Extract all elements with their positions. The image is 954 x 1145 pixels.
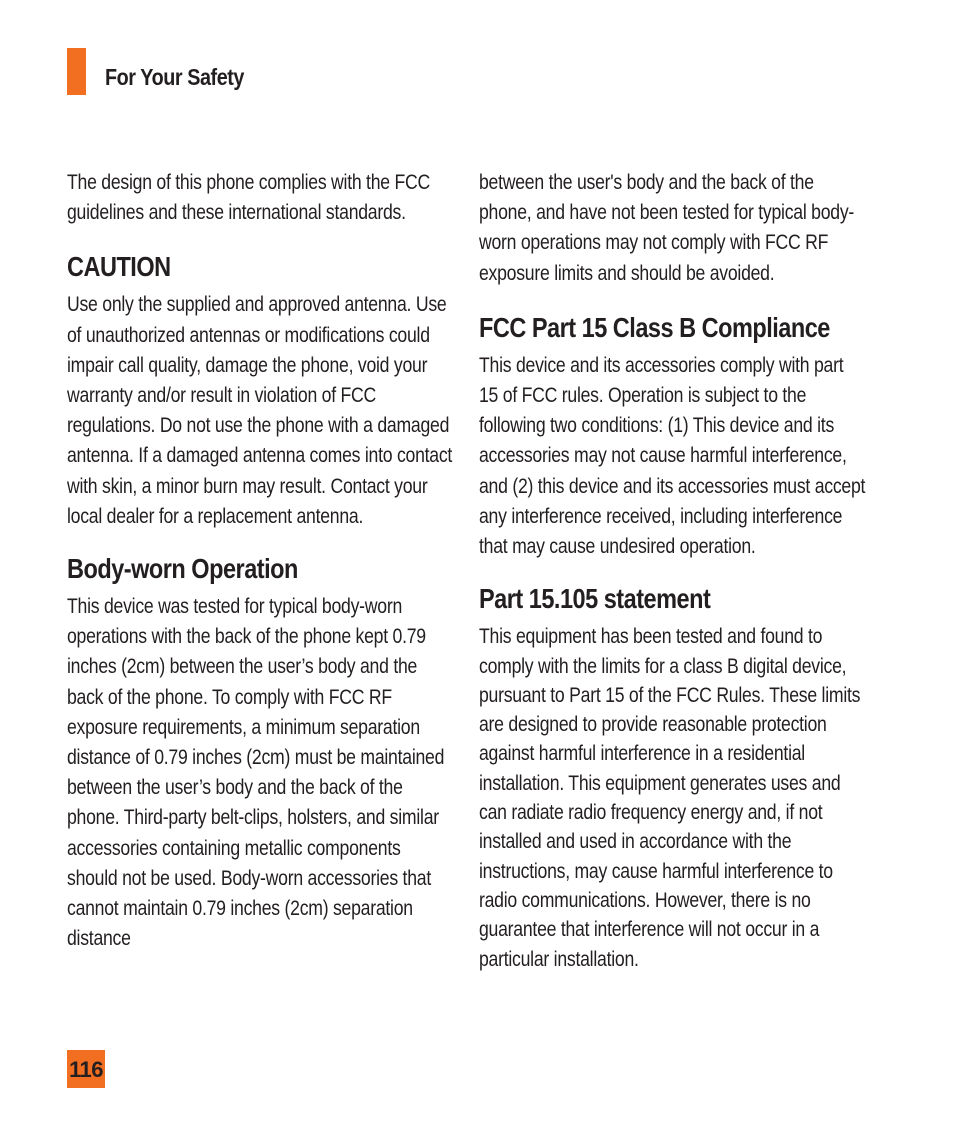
right-column	[479, 168, 929, 974]
fcc-part15-heading: FCC Part 15 Class B Compliance	[479, 311, 830, 343]
body-worn-paragraph: This device was tested for typical body-worn operations with the back of the phone kept 0.79 inches (2cm) between the user’s body and the back of the phone. To comply with FCC RF exposure requirements, a minimum separation distance of 0.79 inches (2cm) must be maintained between the user’s body and the back of the phone. Third-party belt-clips, holsters, and similar accessories containing metallic components should not be used. Body-worn accessories that cannot maintain 0.79 inches (2cm) separation distance	[67, 595, 445, 951]
continuation-paragraph: between the user's body and the back of the phone, and have not been tested for typical body-worn operations may not comply with FCC RF exposure limits and should be avoided.	[479, 171, 855, 285]
section-marker	[67, 48, 86, 95]
part-15105-paragraph: This equipment has been tested and found to comply with the limits for a class B digital device, pursuant to Part 15 of the FCC Rules. These limits are designed to provide reasonable protection against harmful interference in a residential installation. This equipment generates uses and can radiate radio frequency energy and, if not installed and used in accordance with the instructions, may cause harmful interference to radio communications. However, there is no guarantee that interference will not occur in a particular installation.	[479, 625, 861, 971]
left-column	[67, 168, 517, 954]
section-title: For Your Safety	[105, 64, 245, 90]
fcc-part15-paragraph: This device and its accessories comply with part 15 of FCC rules. Operation is subject to the following two conditions: (1) This device and its accessories may not cause harmful interference, and (2) this device and its accessories must accept any interference received, including interference that may cause undesired operation.	[479, 353, 866, 559]
part-15105-heading: Part 15.105 statement	[479, 583, 711, 615]
page-number: 116	[67, 1050, 105, 1088]
body-worn-heading: Body-worn Operation	[67, 553, 298, 585]
intro-paragraph: The design of this phone complies with the FCC guidelines and these international standards.	[67, 171, 430, 225]
caution-paragraph: Use only the supplied and approved antenna. Use of unauthorized antennas or modifications could impair call quality, damage the phone, void your warranty and/or result in violation of FCC regulations. Do not use the phone with a damaged antenna. If a damaged antenna comes into contact with skin, a minor burn may result. Contact your local dealer for a replacement antenna.	[67, 293, 453, 528]
caution-heading: CAUTION	[67, 251, 171, 283]
